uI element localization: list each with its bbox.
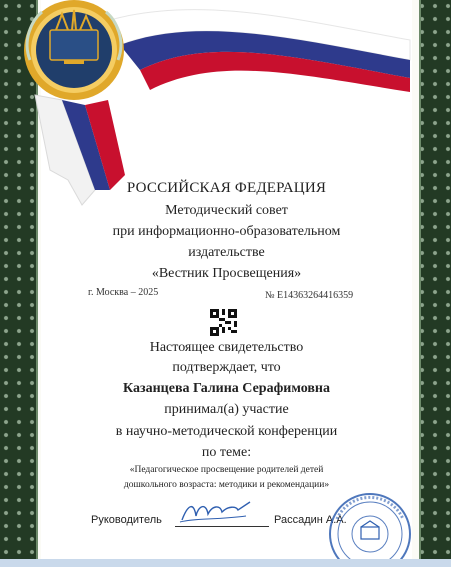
- bottom-bar: [0, 559, 451, 567]
- stamp-icon: [325, 489, 415, 567]
- topic-line-1: «Педагогическое просвещение родителей детей: [129, 465, 324, 475]
- signer-label: Руководитель: [91, 514, 162, 526]
- participation-text: принимал(а) участие: [164, 402, 289, 417]
- event-text: в научно-методической конференции: [115, 424, 338, 439]
- theme-label: по теме:: [201, 445, 252, 460]
- topic-line-2: дошкольного возраста: методики и рекомендации»: [123, 480, 330, 490]
- statement-line-1: Настоящее свидетельство: [149, 340, 304, 355]
- org-line-3: издательстве: [188, 245, 265, 260]
- org-line-2: при информационно-образовательном: [112, 224, 341, 239]
- medal-icon: [12, 0, 142, 120]
- city-year: г. Москва – 2025: [88, 287, 159, 298]
- signature-line: [175, 526, 269, 527]
- signature-icon: [176, 496, 256, 526]
- recipient-name: Казанцева Галина Серафимовна: [123, 381, 330, 396]
- signer-name: Рассадин А.А.: [274, 514, 347, 526]
- qr-code-icon: [210, 309, 237, 336]
- country-title: РОССИЙСКАЯ ФЕДЕРАЦИЯ: [126, 180, 327, 196]
- org-line-1: Методический совет: [165, 203, 288, 218]
- org-line-4: «Вестник Просвещения»: [151, 266, 302, 281]
- certificate-number: № E14363264416359: [265, 290, 354, 301]
- statement-line-2: подтверждает, что: [172, 360, 281, 375]
